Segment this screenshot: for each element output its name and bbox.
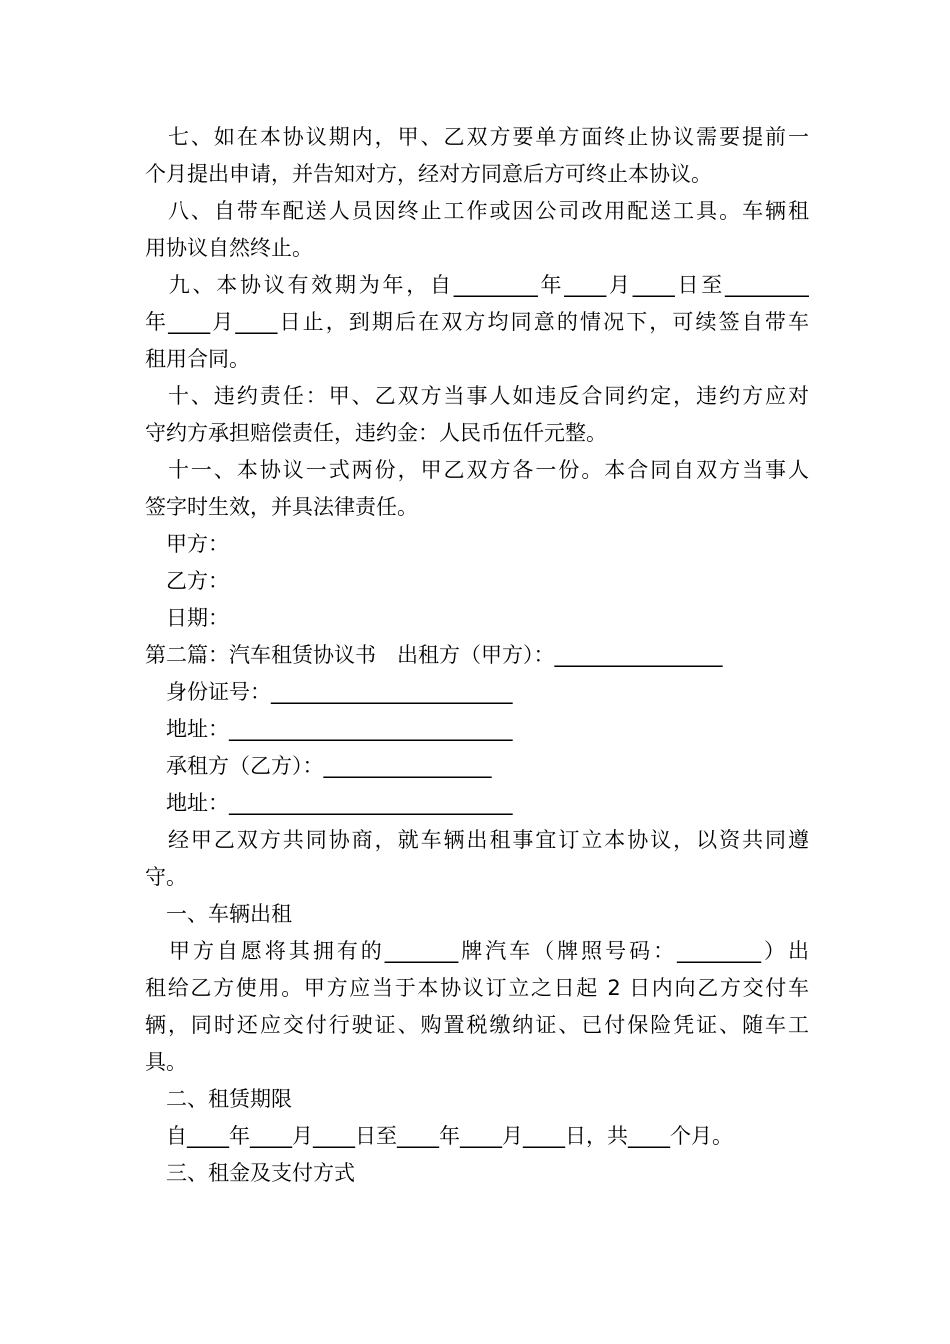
text-line: 守。 bbox=[145, 865, 187, 889]
address-field: 地址：___________________________ bbox=[145, 717, 513, 741]
text-line: 守约方承担赔偿责任，违约金：人民币伍仟元整。 bbox=[145, 421, 607, 445]
signature-party-b-label: 乙方： bbox=[145, 569, 229, 593]
text-line: 九、本协议有效期为年，自________年____月____日至________ bbox=[145, 273, 809, 297]
clause-heading: 三、租金及支付方式 bbox=[145, 1161, 355, 1185]
text-line: 自____年____月____日至____年____月____日，共____个月。 bbox=[145, 1124, 733, 1148]
text-line: 具。 bbox=[145, 1050, 187, 1074]
text-line: 租用合同。 bbox=[145, 347, 250, 371]
address-field: 地址：___________________________ bbox=[145, 791, 513, 815]
text-line: 用协议自然终止。 bbox=[145, 236, 313, 260]
text-line: 十、违约责任：甲、乙双方当事人如违反合同约定，违约方应对 bbox=[145, 384, 809, 408]
section-heading: 第二篇：汽车租赁协议书 出租方（甲方）：________________ bbox=[145, 643, 723, 667]
text-line: 签字时生效，并具法律责任。 bbox=[145, 495, 418, 519]
text-line: 七、如在本协议期内，甲、乙双方要单方面终止协议需要提前一 bbox=[145, 125, 809, 149]
text-line: 个月提出申请，并告知对方，经对方同意后方可终止本协议。 bbox=[145, 162, 712, 186]
text-line: 辆，同时还应交付行驶证、购置税缴纳证、已付保险凭证、随车工 bbox=[145, 1013, 809, 1037]
signature-party-a-label: 甲方： bbox=[145, 532, 229, 556]
text-line: 经甲乙双方共同协商，就车辆出租事宜订立本协议，以资共同遵 bbox=[145, 828, 809, 852]
signature-date-label: 日期： bbox=[145, 606, 229, 630]
text-line: 八、自带车配送人员因终止工作或因公司改用配送工具。车辆租 bbox=[145, 199, 809, 223]
text-line: 年____月____日止，到期后在双方均同意的情况下，可续签自带车 bbox=[145, 310, 809, 334]
text-line: 租给乙方使用。甲方应当于本协议订立之日起 2 日内向乙方交付车 bbox=[145, 976, 809, 1000]
clause-heading: 二、租赁期限 bbox=[145, 1087, 292, 1111]
text-line: 十一、本协议一式两份，甲乙双方各一份。本合同自双方当事人 bbox=[145, 458, 809, 482]
text-line: 甲方自愿将其拥有的_______牌汽车（牌照号码：________）出 bbox=[145, 939, 809, 963]
id-number-field: 身份证号：_______________________ bbox=[145, 680, 513, 704]
clause-heading: 一、车辆出租 bbox=[145, 902, 292, 926]
lessee-field: 承租方（乙方）：________________ bbox=[145, 754, 492, 778]
